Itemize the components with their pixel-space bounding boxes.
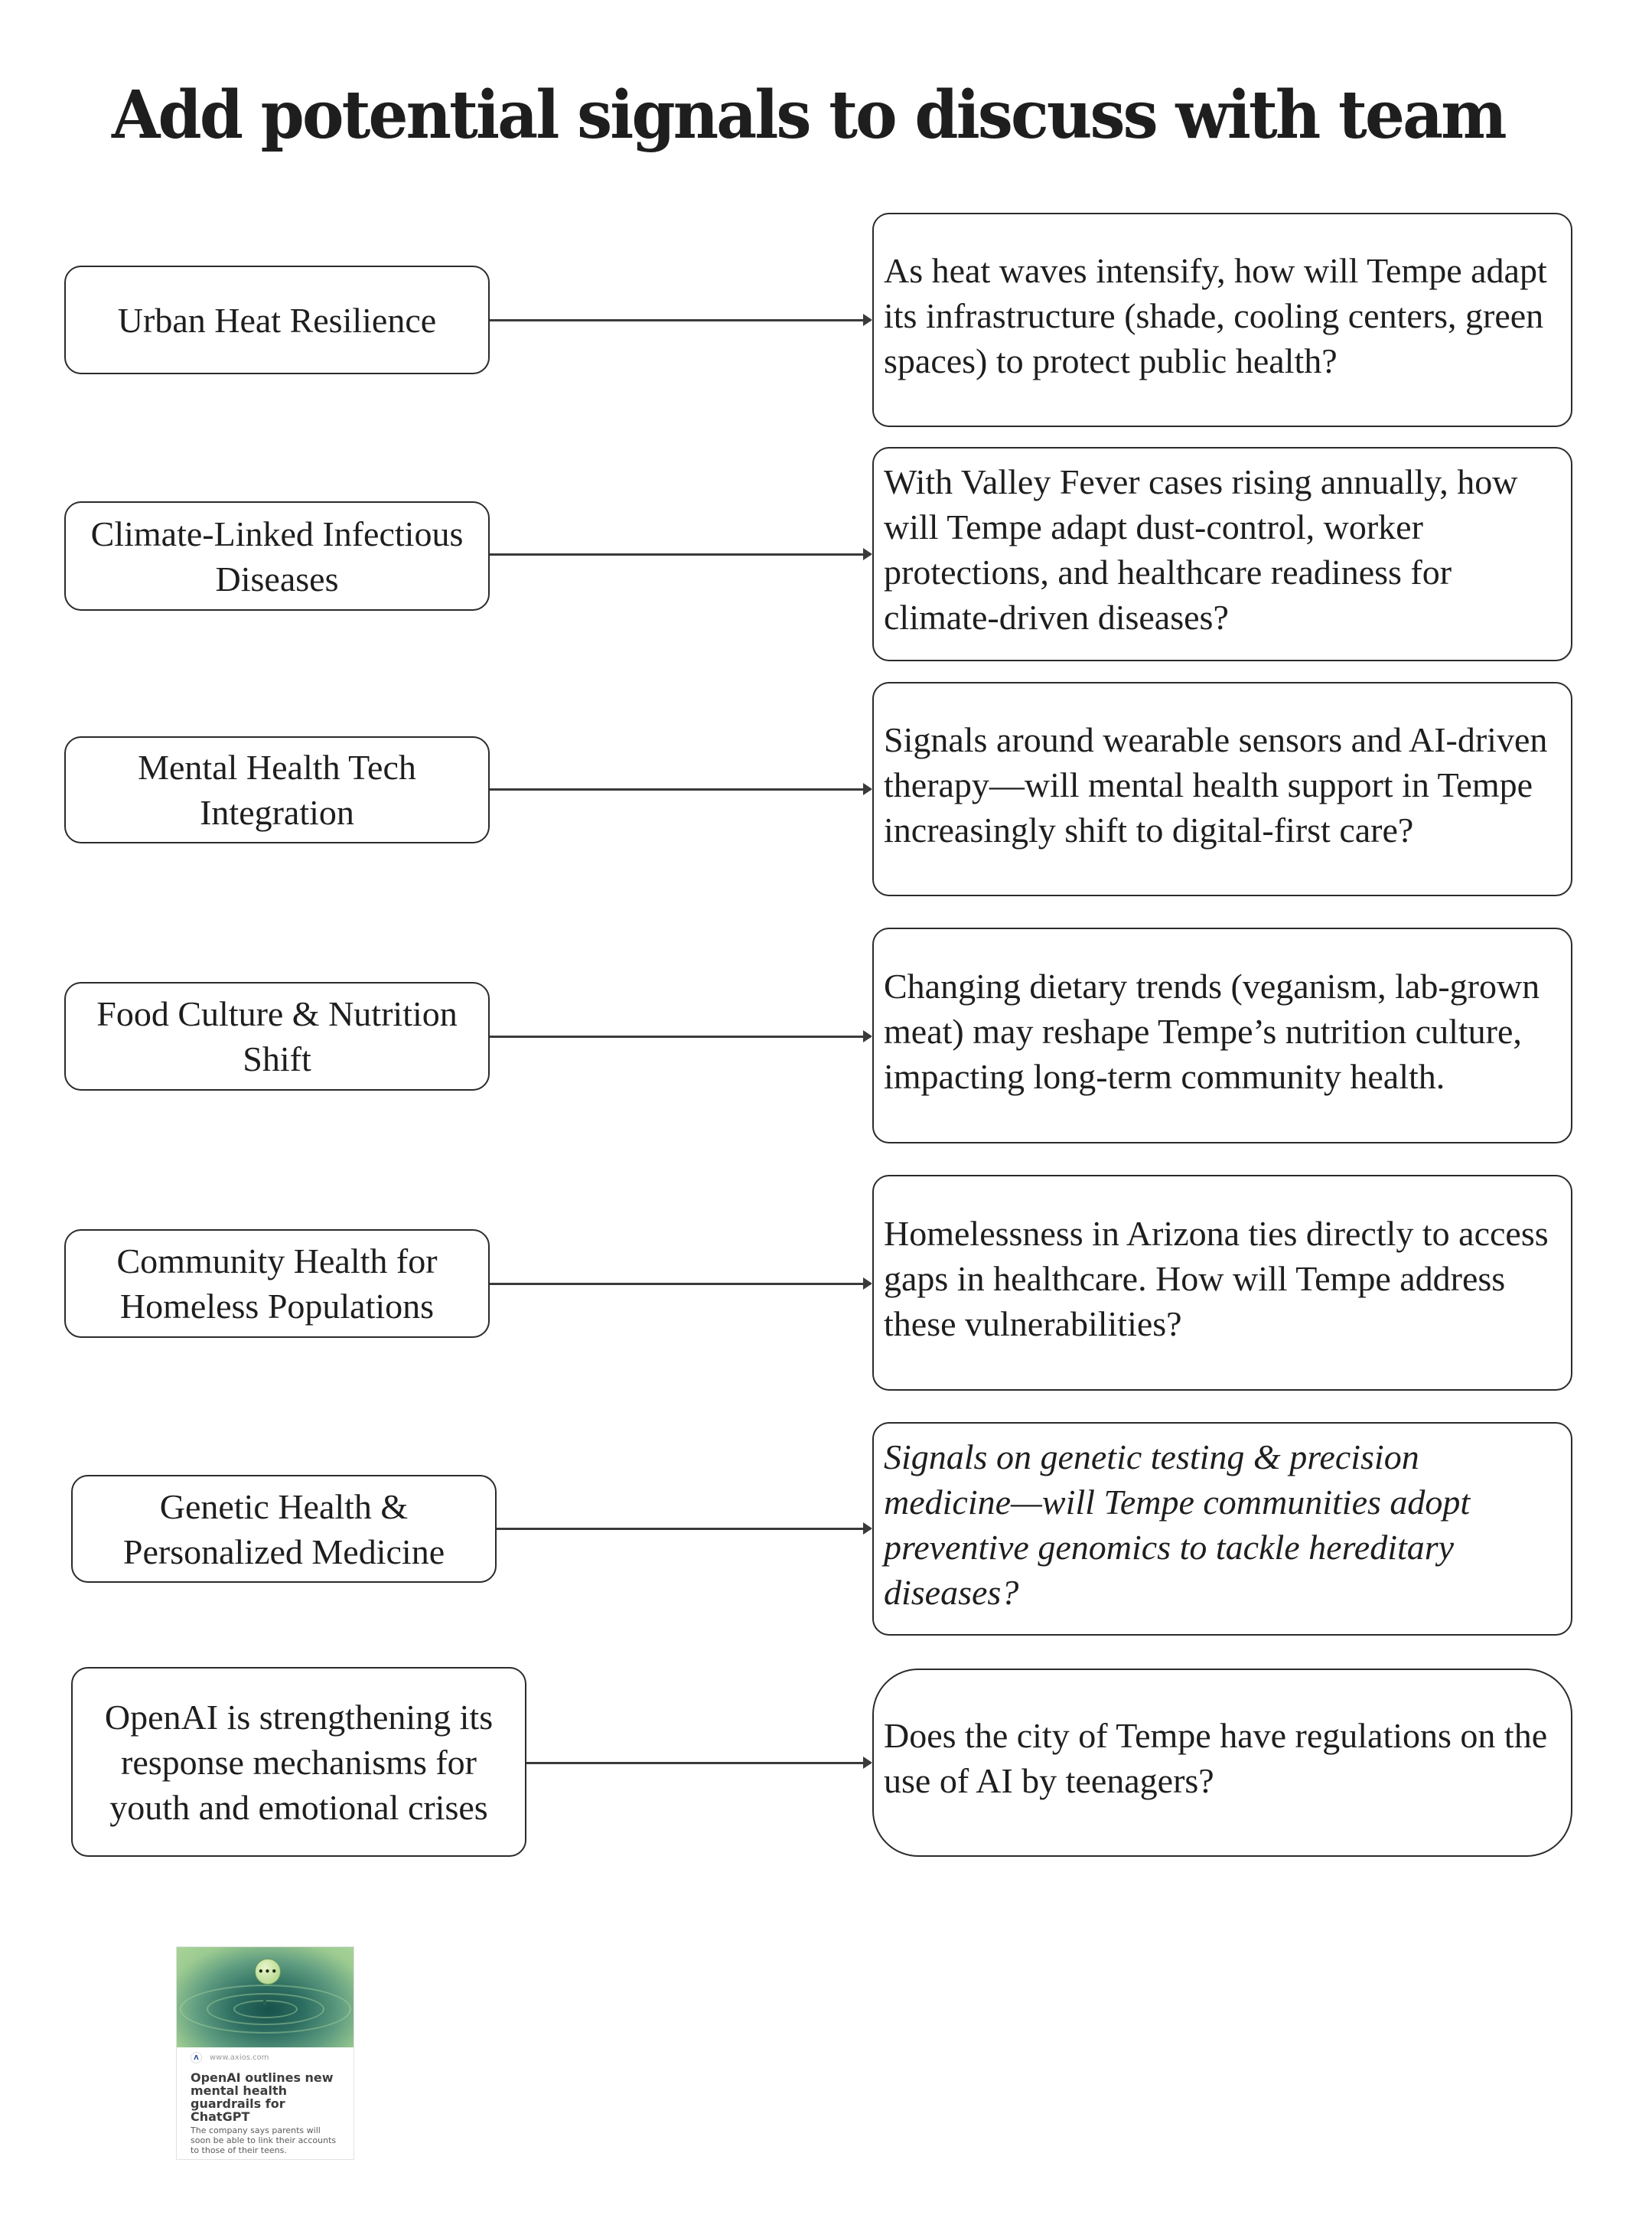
signal-label: Genetic Health & Personalized Medicine: [122, 1486, 445, 1571]
page-title: Add potential signals to discuss with team: [112, 77, 1505, 154]
signal-node-climate-diseases[interactable]: [64, 501, 490, 611]
question-box-genetic-health[interactable]: [872, 1422, 1572, 1636]
card-title[interactable]: OpenAI outlines new mental health guardrails for ChatGPT: [191, 2070, 334, 2124]
connector-arrow-icon: [490, 788, 871, 791]
question-box-food-culture[interactable]: [872, 928, 1572, 1143]
question-text: Signals around wearable sensors and AI-driven therapy—will mental health support in Tempe increasingly shift to digital-first care?: [884, 719, 1548, 850]
question-text: With Valley Fever cases rising annually, how will Tempe adapt dust-control, worker protections, and healthcare readiness for climate-driven diseases?: [884, 462, 1518, 637]
signal-label: Food Culture & Nutrition Shift: [96, 994, 458, 1078]
connector-arrow-icon: [490, 553, 871, 556]
signal-node-urban-heat[interactable]: [64, 266, 490, 374]
card-source: [191, 2052, 340, 2063]
signal-label: Mental Health Tech Integration: [138, 748, 416, 832]
chat-bubble-icon: •••: [255, 1959, 281, 1985]
question-box-urban-heat[interactable]: [872, 213, 1572, 427]
signal-node-mental-health-tech[interactable]: [64, 736, 490, 843]
card-source-url[interactable]: www.axios.com: [210, 2054, 269, 2062]
question-text: Does the city of Tempe have regulations on the use of AI by teenagers?: [884, 1716, 1548, 1800]
connector-arrow-icon: [497, 1528, 871, 1530]
card-description: The company says parents will soon be able to link their accounts to those of their teens.: [191, 2125, 337, 2155]
signal-node-food-culture[interactable]: [64, 982, 490, 1091]
question-box-climate-diseases[interactable]: [872, 447, 1572, 661]
signal-node-genetic-health[interactable]: [71, 1475, 497, 1583]
signal-node-openai-youth[interactable]: [71, 1667, 526, 1857]
connector-arrow-icon: [526, 1762, 871, 1764]
question-text: Homelessness in Arizona ties directly to access gaps in healthcare. How will Tempe address these vulnerabilities?: [884, 1213, 1549, 1343]
signal-label: Urban Heat Resilience: [117, 300, 437, 340]
signal-label: OpenAI is strengthening its response mechanisms for youth and emotional crises: [104, 1697, 494, 1827]
water-drop-icon: [263, 1995, 266, 2005]
signal-node-homeless-health[interactable]: [64, 1229, 490, 1338]
question-box-openai-youth[interactable]: [872, 1669, 1572, 1857]
question-text: Signals on genetic testing & precision medicine—will Tempe communities adopt preventive genomics to tackle hereditary diseases?: [884, 1437, 1471, 1612]
question-box-mental-health-tech[interactable]: [872, 682, 1572, 896]
signal-label: Community Health for Homeless Populations: [116, 1241, 438, 1326]
question-box-homeless-health[interactable]: [872, 1175, 1572, 1391]
question-text: As heat waves intensify, how will Tempe adapt its infrastructure (shade, cooling centers, green spaces) to protect public health?: [884, 250, 1547, 380]
connector-arrow-icon: [490, 1283, 871, 1285]
connector-arrow-icon: [490, 319, 871, 321]
link-preview-card[interactable]: [176, 1946, 354, 2160]
card-thumbnail-image: [177, 1947, 354, 2047]
question-text: Changing dietary trends (veganism, lab-grown meat) may reshape Tempe’s nutrition culture, impacting long-term community health.: [884, 966, 1540, 1096]
signal-label: Climate-Linked Infectious Diseases: [90, 514, 464, 599]
connector-arrow-icon: [490, 1036, 871, 1038]
axios-logo-icon: Λ: [191, 2052, 202, 2063]
